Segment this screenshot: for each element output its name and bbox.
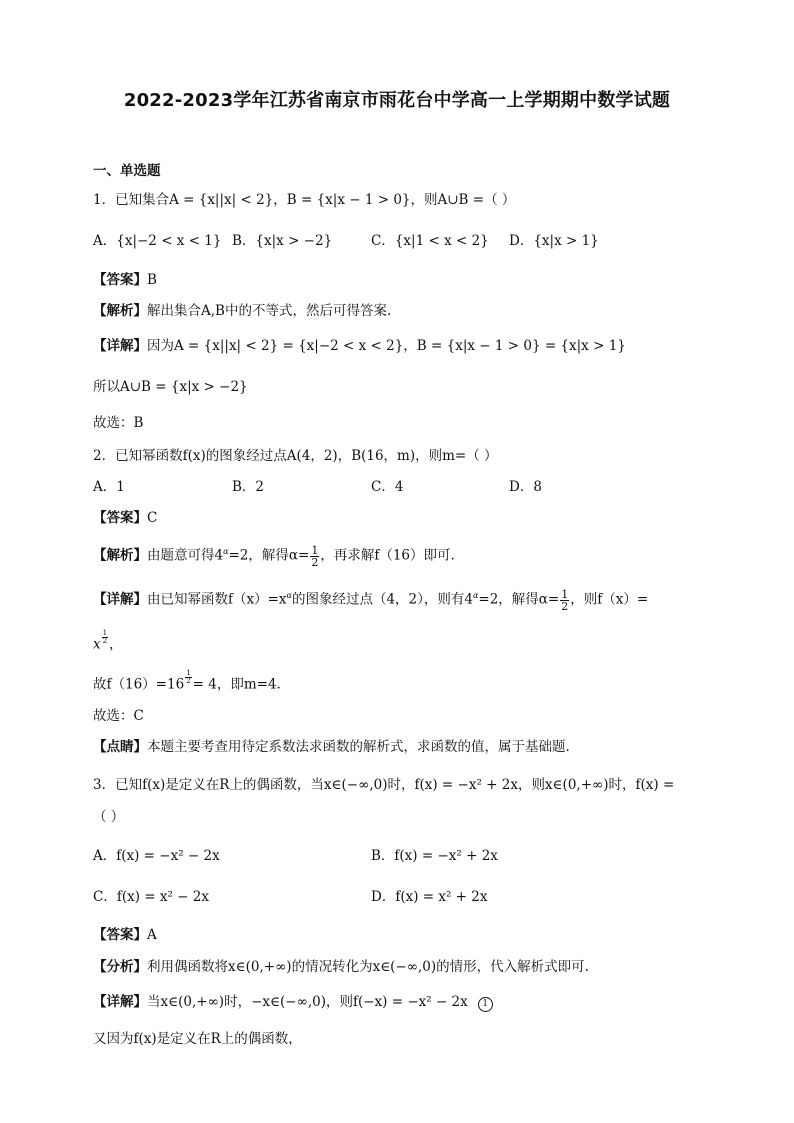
- q1-stem: 1．已知集合A = {x||x| < 2}，B = {x|x − 1 > 0}，则A∪B =（ ）: [93, 192, 516, 208]
- q2-detail-2: x $\frac{1}{2}$ ，: [93, 629, 123, 653]
- circled-number: 1: [478, 997, 493, 1012]
- q3-option-b: B．f(x) = −x² + 2x: [371, 848, 498, 864]
- exponent-one-half: $\frac{1}{2}$: [186, 669, 191, 685]
- q3-option-a: A．f(x) = −x² − 2x: [93, 848, 220, 864]
- q2-choice: 故选：C: [93, 708, 144, 724]
- section-heading: 一、单选题: [93, 163, 161, 179]
- q1-option-c: C．{x|1 < x < 2}: [371, 233, 489, 249]
- fraction-one-half: $\frac{1}{2}$: [561, 587, 569, 613]
- fraction-one-half: $\frac{1}{2}$: [311, 543, 319, 569]
- q2-point: 【点睛】本题主要考查用待定系数法求函数的解析式，求函数的值，属于基础题.: [93, 739, 570, 755]
- page-title: 2022-2023学年江苏省南京市雨花台中学高一上学期期中数学试题: [123, 90, 671, 111]
- q1-option-d: D．{x|x > 1}: [509, 233, 599, 249]
- q2-answer: 【答案】C: [93, 510, 158, 526]
- q1-answer: 【答案】B: [93, 272, 157, 288]
- q3-stem: 3．已知f(x)是定义在R上的偶函数，当x∈(−∞,0)时，f(x) = −x² + 2x，则x∈(0,+∞)时，f(x) =: [93, 777, 675, 793]
- q3-detail: 【详解】当x∈(0,+∞)时，−x∈(−∞,0)，则f(−x) = −x² − 2x 1: [93, 993, 493, 1012]
- q1-detail-2: 所以A∪B = {x|x > −2}: [93, 379, 248, 395]
- q1-option-b: B．{x|x > −2}: [232, 233, 333, 249]
- q3-option-c: C．f(x) = x² − 2x: [93, 889, 209, 905]
- q2-option-b: B．2: [232, 479, 265, 495]
- q3-stem-2: （ ）: [93, 809, 125, 825]
- q3-analysis: 【分析】利用偶函数将x∈(0,+∞)的情况转化为x∈(−∞,0)的情形，代入解析式即可.: [93, 959, 589, 975]
- q1-detail: 【详解】因为A = {x||x| < 2} = {x|−2 < x < 2}，B = {x|x − 1 > 0} = {x|x > 1}: [93, 338, 626, 354]
- q1-option-a: A．{x|−2 < x < 1}: [93, 233, 222, 249]
- q2-analysis: 【解析】由题意可得$4^\alpha=2$，解得α= $\frac{1}{2}$ ，再求解f（16）即可.: [93, 543, 455, 569]
- q2-option-c: C．4: [371, 479, 404, 495]
- q2-option-d: D．8: [509, 479, 542, 495]
- exponent-one-half: $\frac{1}{2}$: [102, 629, 108, 645]
- q3-detail-2: 又因为f(x)是定义在R上的偶函数，: [93, 1031, 302, 1047]
- q2-detail: 【详解】由已知幂函数$f(x)=x^\alpha$的图象经过点（4，2），则有$4^\alpha=2$，解得α= $\frac{1}{2}$ ，则f（x）=: [93, 587, 649, 613]
- q1-analysis: 【解析】解出集合A,B中的不等式，然后可得答案.: [93, 303, 392, 319]
- q1-choice: 故选：B: [93, 415, 144, 431]
- q2-detail-3: 故f（16）=16 $\frac{1}{2}$ = 4，即m=4.: [93, 669, 281, 693]
- q2-stem: 2．已知幂函数f(x)的图象经过点A(4，2)，B(16，m)，则m=（ ）: [93, 448, 498, 464]
- q2-option-a: A．1: [93, 479, 125, 495]
- q3-option-d: D．f(x) = x² + 2x: [371, 889, 488, 905]
- q3-answer: 【答案】A: [93, 927, 157, 943]
